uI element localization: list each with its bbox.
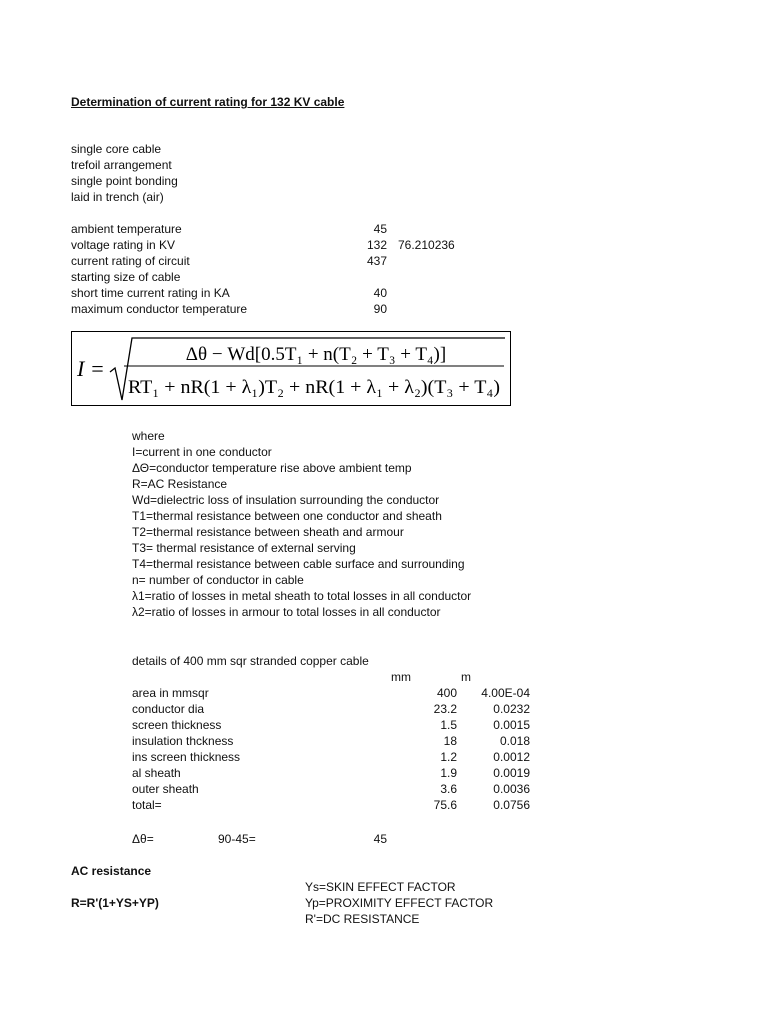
param-value: 90: [373, 302, 387, 316]
table-row-label: area in mmsqr: [132, 686, 209, 700]
table-cell-m: 0.0019: [493, 766, 530, 780]
feature-line: laid in trench (air): [71, 190, 164, 204]
table-cell-mm: 1.2: [440, 750, 457, 764]
where-line: λ1=ratio of losses in metal sheath to total losses in all conductor: [132, 589, 472, 603]
table-cell-mm: 400: [436, 686, 457, 700]
ac-note: R'=DC RESISTANCE: [305, 912, 420, 926]
formula-numerator: Δθ − Wd[0.5T₁ + n(T₂ + T₃ + T₄)]: [185, 344, 447, 365]
table-cell-m: 0.0232: [493, 702, 530, 716]
where-line: T1=thermal resistance between one conductor and sheath: [132, 509, 442, 523]
param-value: 45: [373, 222, 387, 236]
table-row-label: ins screen thickness: [132, 750, 241, 764]
table-row-label: insulation thckness: [132, 734, 234, 748]
where-line: n= number of conductor in cable: [132, 573, 304, 587]
where-line: ΔΘ=conductor temperature rise above ambient temp: [132, 461, 412, 475]
delta-expression: 90-45=: [218, 832, 256, 846]
table-cell-m: 4.00E-04: [481, 686, 530, 700]
where-line: T4=thermal resistance between cable surface and surrounding: [132, 557, 465, 571]
ac-resistance-formula: R=R'(1+YS+YP): [71, 896, 159, 910]
table-cell-mm: 23.2: [433, 702, 457, 716]
column-header-mm: mm: [391, 670, 411, 684]
param-label: voltage rating in KV: [71, 238, 176, 252]
table-row-label: screen thickness: [132, 718, 222, 732]
feature-line: trefoil arrangement: [71, 158, 172, 172]
where-line: I=current in one conductor: [132, 445, 272, 459]
table-cell-m: 0.0756: [493, 798, 530, 812]
param-value: 437: [366, 254, 387, 268]
where-line: λ2=ratio of losses in armour to total losses in all conductor: [132, 605, 441, 619]
feature-line: single point bonding: [71, 174, 178, 188]
table-cell-mm: 1.5: [440, 718, 457, 732]
table-row-label: al sheath: [132, 766, 181, 780]
param-label: maximum conductor temperature: [71, 302, 248, 316]
ac-note: Ys=SKIN EFFECT FACTOR: [305, 880, 456, 894]
table-cell-m: 0.0015: [493, 718, 530, 732]
table-cell-mm: 1.9: [440, 766, 457, 780]
formula-denominator: RT₁ + nR(1 + λ₁)T₂ + nR(1 + λ₁ + λ₂)(T₃ + T₄): [128, 377, 501, 398]
delta-value: 45: [373, 832, 387, 846]
ac-note: Yp=PROXIMITY EFFECT FACTOR: [305, 896, 494, 910]
table-cell-mm: 3.6: [440, 782, 457, 796]
column-header-m: m: [461, 670, 471, 684]
param-label: short time current rating in KA: [71, 286, 230, 300]
formula-lhs: I =: [77, 356, 105, 381]
table-cell-mm: 18: [443, 734, 457, 748]
table-cell-m: 0.018: [499, 734, 530, 748]
details-heading: details of 400 mm sqr stranded copper cable: [132, 654, 369, 668]
table-row-label: outer sheath: [132, 782, 199, 796]
param-label: ambient temperature: [71, 222, 182, 236]
delta-label: Δθ=: [132, 832, 154, 846]
table-cell-m: 0.0036: [493, 782, 530, 796]
param-value: 40: [373, 286, 387, 300]
table-row-label: total=: [132, 798, 162, 812]
where-line: R=AC Resistance: [132, 477, 228, 491]
feature-line: single core cable: [71, 142, 162, 156]
table-cell-m: 0.0012: [493, 750, 530, 764]
param-label: starting size of cable: [71, 270, 181, 284]
param-extra: 76.210236: [398, 238, 455, 252]
where-line: where: [132, 429, 165, 443]
table-cell-mm: 75.6: [433, 798, 457, 812]
where-line: Wd=dielectric loss of insulation surrounding the conductor: [132, 493, 440, 507]
param-value: 132: [366, 238, 387, 252]
table-row-label: conductor dia: [132, 702, 205, 716]
where-line: T2=thermal resistance between sheath and armour: [132, 525, 404, 539]
section-heading-ac-resistance: AC resistance: [71, 864, 152, 878]
param-label: current rating of circuit: [71, 254, 190, 268]
where-line: T3= thermal resistance of external serving: [132, 541, 356, 555]
page-title: Determination of current rating for 132 KV cable: [71, 95, 345, 109]
formula-box: [71, 331, 511, 406]
